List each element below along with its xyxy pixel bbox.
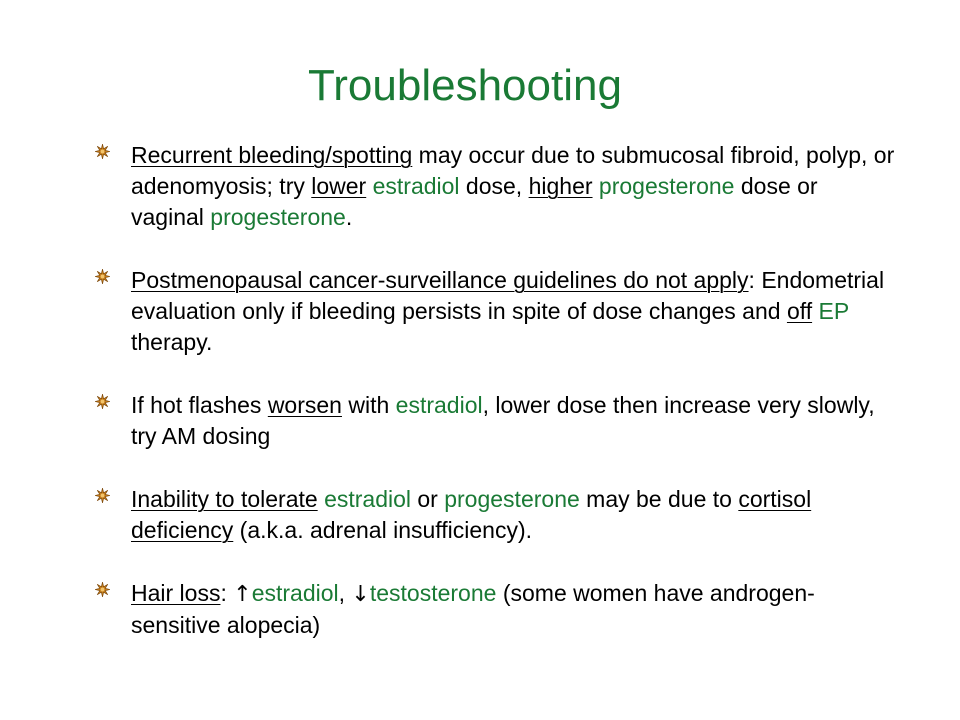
hormone-term: estradiol xyxy=(324,486,411,512)
underlined-phrase: Postmenopausal cancer-surveillance guidelines do not apply xyxy=(131,267,749,293)
text-segment: (some women have androgen-sensitive alopecia) xyxy=(131,580,815,638)
text-segment: If hot flashes xyxy=(131,392,268,418)
text-segment: may be due to xyxy=(579,486,739,512)
bullet-text xyxy=(131,142,894,230)
underlined-phrase: Hair loss xyxy=(131,580,221,606)
star-burst-icon xyxy=(95,144,110,159)
hormone-term: estradiol xyxy=(395,392,483,418)
bullet-item xyxy=(95,140,895,233)
bullet-text xyxy=(131,267,884,355)
text-segment: therapy. xyxy=(131,329,213,355)
bullet-item xyxy=(95,390,895,452)
underlined-phrase: Inability to tolerate xyxy=(131,486,318,512)
text-segment: , xyxy=(338,580,352,606)
hormone-term: progesterone xyxy=(598,173,735,199)
underlined-phrase: worsen xyxy=(267,392,342,418)
hormone-term: EP xyxy=(818,298,849,324)
bullet-text xyxy=(131,486,811,543)
text-segment: dose, xyxy=(459,173,529,199)
text-segment: may occur due to submucosal fibroid, polyp, or adenomyosis; try xyxy=(131,142,895,199)
hormone-term: estradiol xyxy=(251,580,339,606)
text-segment: with xyxy=(341,392,396,418)
hormone-term: estradiol xyxy=(372,173,460,199)
text-segment: . xyxy=(345,204,353,230)
bullet-list xyxy=(95,140,895,641)
hormone-term: progesterone xyxy=(444,486,580,512)
underlined-phrase: cortisol deficiency xyxy=(131,486,812,543)
hormone-term: testosterone xyxy=(369,580,497,606)
hormone-term: progesterone xyxy=(210,204,346,230)
star-burst-icon xyxy=(95,582,110,597)
text-segment: or xyxy=(411,486,445,512)
underlined-phrase: higher xyxy=(528,173,593,199)
star-burst-icon xyxy=(95,394,110,409)
text-segment: dose or vaginal xyxy=(131,173,818,230)
bullet-text xyxy=(131,392,875,449)
arrow-up-icon: ↑ xyxy=(233,582,252,607)
star-burst-icon xyxy=(95,488,110,503)
text-segment: : xyxy=(220,580,234,606)
bullet-text xyxy=(131,580,815,638)
arrow-down-icon: ↓ xyxy=(351,582,370,607)
underlined-phrase: off xyxy=(786,298,813,324)
star-burst-icon xyxy=(95,269,110,284)
text-segment: (a.k.a. adrenal insufficiency). xyxy=(233,517,533,543)
text-segment: : Endometrial evaluation only if bleeding persists in spite of dose changes and xyxy=(131,267,885,324)
slide-title: Troubleshooting xyxy=(308,61,622,110)
underlined-phrase: Recurrent bleeding/spotting xyxy=(131,142,413,168)
bullet-item xyxy=(95,265,895,358)
bullet-item xyxy=(95,578,895,641)
underlined-phrase: lower xyxy=(311,173,367,199)
text-segment: , lower dose then increase very slowly, try AM dosing xyxy=(131,392,875,449)
bullet-item xyxy=(95,484,895,546)
